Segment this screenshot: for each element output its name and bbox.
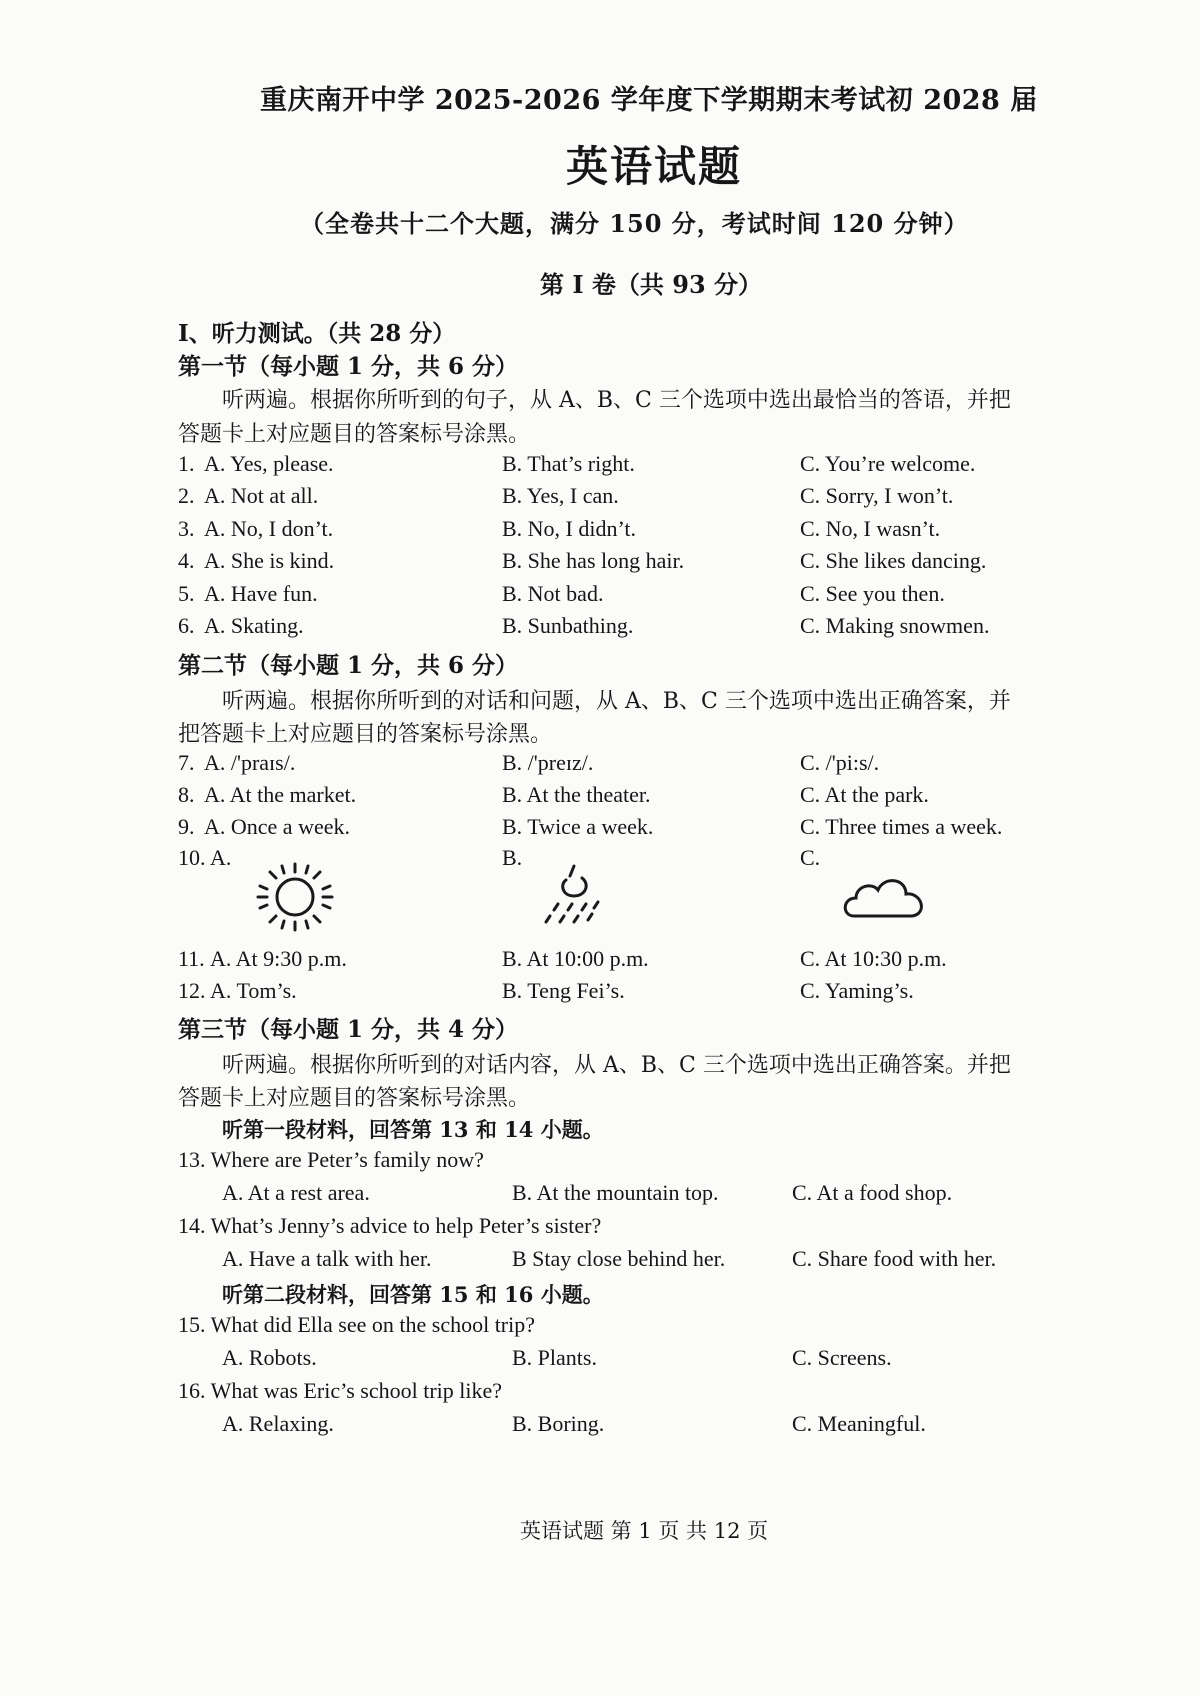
- question-number: 11.: [178, 946, 205, 971]
- option-b: B. Teng Fei’s.: [502, 978, 625, 1003]
- option-a: A.: [210, 845, 232, 870]
- option-c: C. At a food shop.: [792, 1180, 953, 1205]
- option-b: B. Boring.: [512, 1411, 605, 1436]
- rain-icon: [538, 862, 616, 932]
- option-b: B. At the theater.: [502, 782, 651, 807]
- option-a: A. Have fun.: [204, 581, 318, 606]
- cloud-icon: [840, 868, 930, 926]
- question-number: 7.: [178, 750, 195, 775]
- option-a: A. Robots.: [222, 1345, 317, 1370]
- volume-title: 第 I 卷（共 93 分）: [540, 270, 763, 299]
- option-c: C. /'pi:s/.: [800, 750, 880, 775]
- page-footer: 英语试题 第 1 页 共 12 页: [520, 1519, 769, 1543]
- option-a: A. Have a talk with her.: [222, 1246, 432, 1271]
- option-a: A. Relaxing.: [222, 1411, 334, 1436]
- sun-icon: [250, 858, 340, 936]
- question-number: 5.: [178, 581, 195, 606]
- option-c: C. Three times a week.: [800, 814, 1003, 839]
- option-c: C. She likes dancing.: [800, 548, 987, 573]
- option-c: C. See you then.: [800, 581, 945, 606]
- option-a: A. /'praɪs/.: [204, 750, 296, 775]
- option-c: C. Sorry, I won’t.: [800, 483, 954, 508]
- section3-title: 第三节（每小题 1 分，共 4 分）: [178, 1016, 519, 1043]
- option-a: A. Skating.: [204, 613, 304, 638]
- option-c: C. Screens.: [792, 1345, 892, 1370]
- option-b: B. Sunbathing.: [502, 613, 634, 638]
- option-b: B. /'preɪz/.: [502, 750, 594, 775]
- section3-instruction-cont: 答题卡上对应题目的答案标号涂黑。: [178, 1086, 531, 1111]
- option-b: B Stay close behind her.: [512, 1246, 726, 1271]
- question-number: 4.: [178, 548, 195, 573]
- option-c: C. You’re welcome.: [800, 451, 976, 476]
- option-c: C. Yaming’s.: [800, 978, 914, 1003]
- question-number: 3.: [178, 516, 195, 541]
- question-number: 12.: [178, 978, 206, 1003]
- option-b: B. Yes, I can.: [502, 483, 619, 508]
- option-a: A. No, I don’t.: [204, 516, 334, 541]
- option-c: C.: [800, 845, 821, 870]
- material-hint-2: 听第二段材料，回答第 15 和 16 小题。: [222, 1282, 604, 1307]
- option-a: A. At 9:30 p.m.: [210, 946, 347, 971]
- option-a: A. Yes, please.: [204, 451, 334, 476]
- option-b: B. At 10:00 p.m.: [502, 946, 649, 971]
- option-c: C. Share food with her.: [792, 1246, 997, 1271]
- option-a: A. She is kind.: [204, 548, 335, 573]
- option-b: B. At the mountain top.: [512, 1180, 719, 1205]
- option-c: C. Meaningful.: [792, 1411, 926, 1436]
- option-b: B. She has long hair.: [502, 548, 685, 573]
- section2-title: 第二节（每小题 1 分，共 6 分）: [178, 652, 519, 679]
- option-b: B. Plants.: [512, 1345, 597, 1370]
- exam-title: 重庆南开中学 2025-2026 学年度下学期期末考试初 2028 届: [260, 85, 1038, 116]
- option-a: A. Not at all.: [204, 483, 319, 508]
- part-title: I、听力测试。（共 28 分）: [178, 320, 456, 347]
- question-stem: 13. Where are Peter’s family now?: [178, 1147, 484, 1172]
- exam-info: （全卷共十二个大题，满分 150 分，考试时间 120 分钟）: [300, 209, 969, 238]
- question-number: 6.: [178, 613, 195, 638]
- question-stem: 15. What did Ella see on the school trip?: [178, 1312, 536, 1337]
- question-stem: 16. What was Eric’s school trip like?: [178, 1378, 503, 1403]
- option-a: A. At the market.: [204, 782, 357, 807]
- option-b: B. Not bad.: [502, 581, 604, 606]
- option-a: A. Tom’s.: [210, 978, 297, 1003]
- question-number: 1.: [178, 451, 195, 476]
- section1-title: 第一节（每小题 1 分，共 6 分）: [178, 353, 519, 380]
- option-a: A. At a rest area.: [222, 1180, 370, 1205]
- section1-instruction: 听两遍。根据你所听到的句子，从 A、B、C 三个选项中选出最恰当的答语，并把: [222, 388, 1011, 413]
- option-b: B. That’s right.: [502, 451, 635, 476]
- option-b: B.: [502, 845, 523, 870]
- question-number: 9.: [178, 814, 195, 839]
- section3-instruction: 听两遍。根据你所听到的对话内容，从 A、B、C 三个选项中选出正确答案。并把: [222, 1053, 1011, 1078]
- question-number: 10.: [178, 845, 206, 870]
- material-hint-1: 听第一段材料，回答第 13 和 14 小题。: [222, 1117, 604, 1142]
- option-a: A. Once a week.: [204, 814, 350, 839]
- option-c: C. At the park.: [800, 782, 929, 807]
- option-c: C. Making snowmen.: [800, 613, 990, 638]
- question-stem: 14. What’s Jenny’s advice to help Peter’s sister?: [178, 1213, 602, 1238]
- option-b: B. Twice a week.: [502, 814, 654, 839]
- section2-instruction: 听两遍。根据你所听到的对话和问题，从 A、B、C 三个选项中选出正确答案，并: [222, 689, 1011, 714]
- option-c: C. At 10:30 p.m.: [800, 946, 947, 971]
- option-c: C. No, I wasn’t.: [800, 516, 941, 541]
- option-b: B. No, I didn’t.: [502, 516, 637, 541]
- question-number: 2.: [178, 483, 195, 508]
- section1-instruction-cont: 答题卡上对应题目的答案标号涂黑。: [178, 422, 531, 447]
- question-number: 8.: [178, 782, 195, 807]
- section2-instruction-cont: 把答题卡上对应题目的答案标号涂黑。: [178, 722, 553, 747]
- subject-title: 英语试题: [566, 142, 743, 191]
